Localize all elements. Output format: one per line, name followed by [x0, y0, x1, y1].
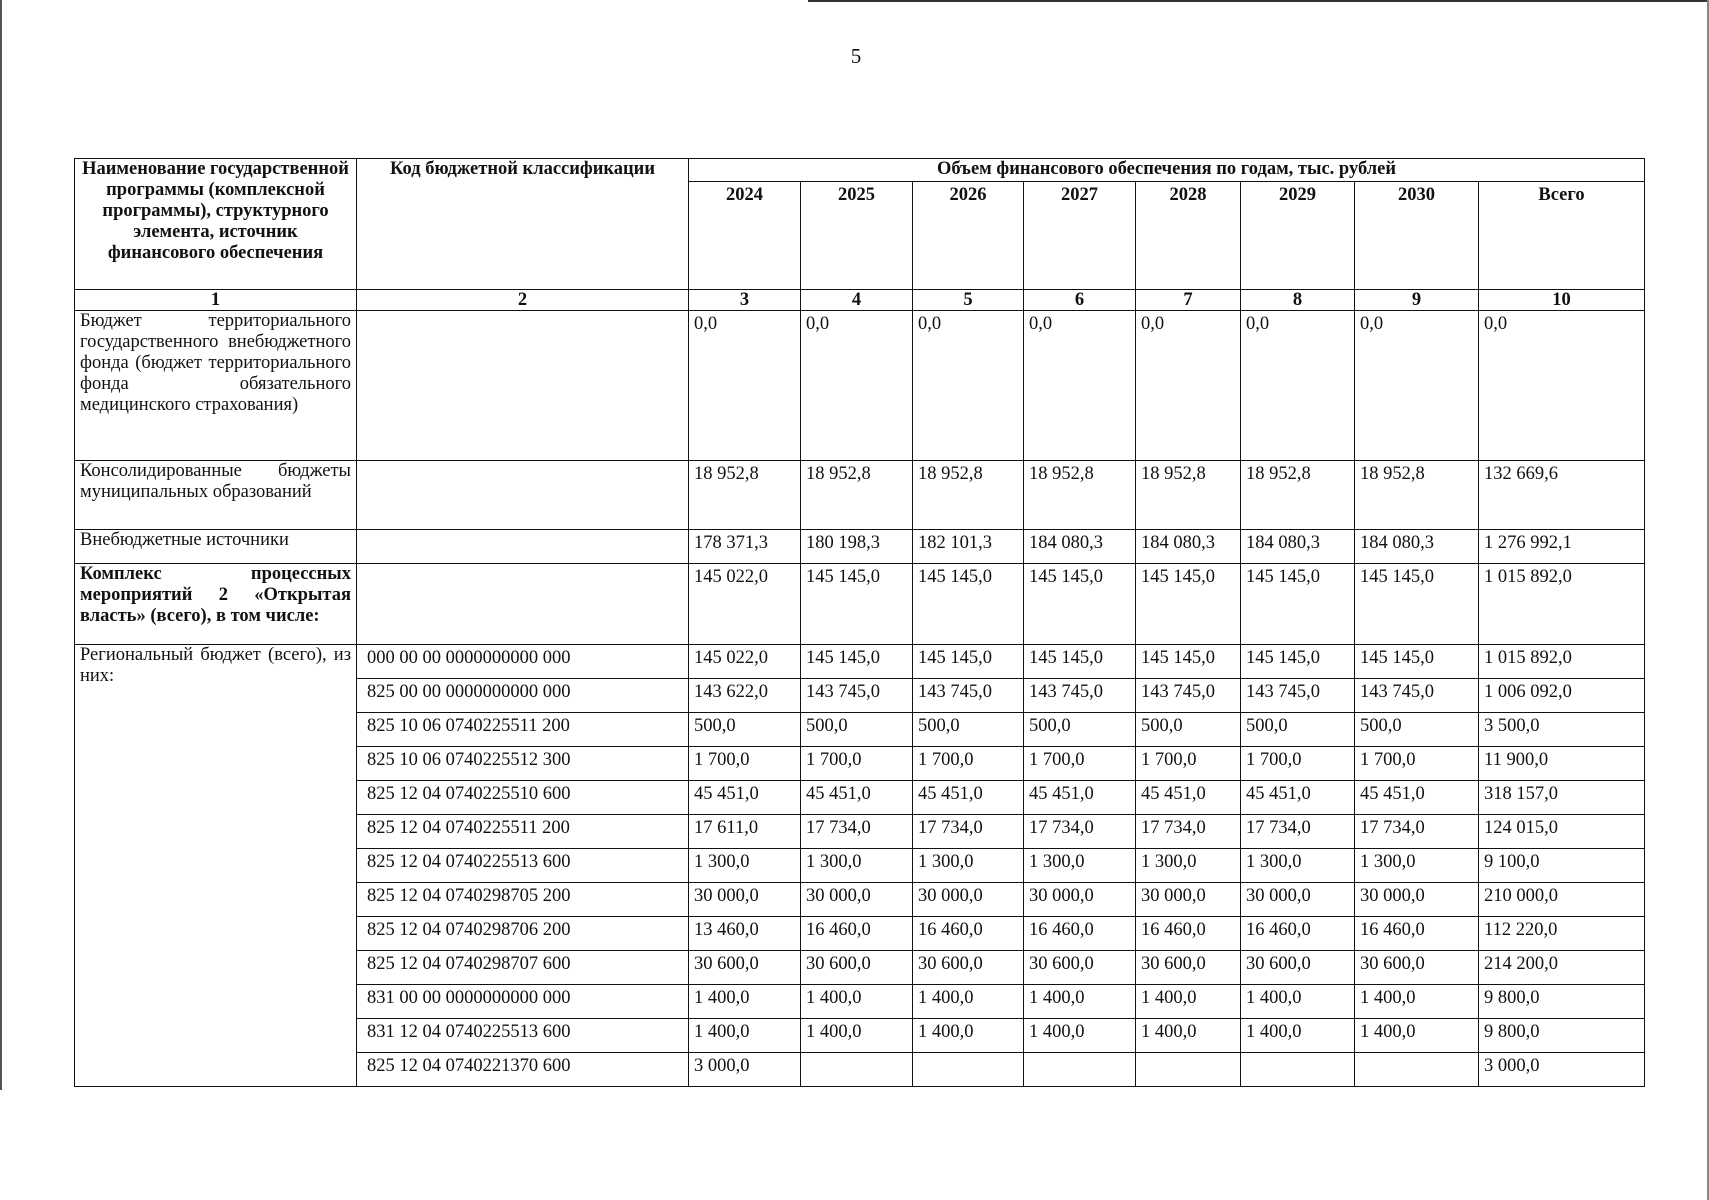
header-name-col: Наименование государственной программы (комплексной программы), структурного элемента, источник финансового обеспечения — [75, 159, 357, 290]
table-row — [75, 564, 1645, 645]
row-value: 18 952,8 — [1024, 461, 1136, 530]
row-code — [357, 530, 689, 564]
row-total: 210 000,0 — [1479, 883, 1645, 917]
row-value: 500,0 — [913, 713, 1024, 747]
row-code: 825 12 04 0740225511 200 — [357, 815, 689, 849]
row-total: 132 669,6 — [1479, 461, 1645, 530]
row-code: 825 12 04 0740225510 600 — [357, 781, 689, 815]
row-value — [1241, 1053, 1355, 1087]
row-value: 143 745,0 — [1024, 679, 1136, 713]
row-value: 30 600,0 — [1136, 951, 1241, 985]
row-value: 143 745,0 — [801, 679, 913, 713]
row-value: 18 952,8 — [1241, 461, 1355, 530]
row-value: 16 460,0 — [1024, 917, 1136, 951]
row-value: 16 460,0 — [1136, 917, 1241, 951]
row-value: 3 000,0 — [689, 1053, 801, 1087]
row-value — [1024, 1053, 1136, 1087]
row-name: Бюджет территориального государственного внебюджетного фонда (бюджет территориального фонда обязательного медицинского страхования) — [75, 311, 357, 461]
row-value: 184 080,3 — [1241, 530, 1355, 564]
row-value: 17 734,0 — [1355, 815, 1479, 849]
row-value: 500,0 — [1355, 713, 1479, 747]
row-value: 18 952,8 — [1355, 461, 1479, 530]
row-code — [357, 564, 689, 645]
row-value: 30 000,0 — [801, 883, 913, 917]
row-value: 143 745,0 — [1241, 679, 1355, 713]
header-year: 2025 — [801, 182, 913, 290]
row-value: 0,0 — [1136, 311, 1241, 461]
row-total: 3 500,0 — [1479, 713, 1645, 747]
row-value: 16 460,0 — [1355, 917, 1479, 951]
header-year: 2028 — [1136, 182, 1241, 290]
row-total: 112 220,0 — [1479, 917, 1645, 951]
financing-table — [74, 158, 1645, 1087]
column-number: 5 — [913, 290, 1024, 311]
row-code: 825 12 04 0740221370 600 — [357, 1053, 689, 1087]
row-value: 17 734,0 — [1241, 815, 1355, 849]
row-value: 1 400,0 — [913, 1019, 1024, 1053]
row-value: 1 700,0 — [1241, 747, 1355, 781]
row-value: 1 700,0 — [689, 747, 801, 781]
row-value: 1 400,0 — [801, 985, 913, 1019]
row-value: 17 734,0 — [1136, 815, 1241, 849]
column-number: 3 — [689, 290, 801, 311]
row-value: 16 460,0 — [913, 917, 1024, 951]
header-year: 2027 — [1024, 182, 1136, 290]
row-code: 825 10 06 0740225512 300 — [357, 747, 689, 781]
row-value: 145 145,0 — [1136, 645, 1241, 679]
row-value: 1 400,0 — [913, 985, 1024, 1019]
row-value: 0,0 — [913, 311, 1024, 461]
table-row — [75, 311, 1645, 461]
header-total: Всего — [1479, 182, 1645, 290]
row-code: 000 00 00 0000000000 000 — [357, 645, 689, 679]
row-value: 500,0 — [1024, 713, 1136, 747]
column-number: 6 — [1024, 290, 1136, 311]
row-total: 3 000,0 — [1479, 1053, 1645, 1087]
row-value: 30 600,0 — [1355, 951, 1479, 985]
row-value: 143 745,0 — [1355, 679, 1479, 713]
row-total: 0,0 — [1479, 311, 1645, 461]
row-name: Комплекс процессных мероприятий 2 «Открытая власть» (всего), в том числе: — [75, 564, 357, 645]
row-total: 9 800,0 — [1479, 1019, 1645, 1053]
row-value: 30 600,0 — [801, 951, 913, 985]
row-value: 17 734,0 — [801, 815, 913, 849]
row-total: 11 900,0 — [1479, 747, 1645, 781]
row-value: 16 460,0 — [801, 917, 913, 951]
row-value: 500,0 — [1241, 713, 1355, 747]
row-value: 1 400,0 — [1024, 985, 1136, 1019]
column-number-row — [75, 290, 1645, 311]
row-name: Внебюджетные источники — [75, 530, 357, 564]
row-value: 1 400,0 — [801, 1019, 913, 1053]
row-value: 1 700,0 — [1136, 747, 1241, 781]
row-value: 0,0 — [1355, 311, 1479, 461]
row-value: 0,0 — [689, 311, 801, 461]
table-row — [75, 530, 1645, 564]
row-value: 145 145,0 — [1241, 645, 1355, 679]
row-value: 30 000,0 — [913, 883, 1024, 917]
row-value: 1 300,0 — [1355, 849, 1479, 883]
row-code: 831 00 00 0000000000 000 — [357, 985, 689, 1019]
regional-budget-section — [75, 645, 1645, 1087]
row-value: 1 300,0 — [913, 849, 1024, 883]
table-row — [75, 645, 1645, 679]
row-value: 1 400,0 — [1241, 985, 1355, 1019]
row-total: 214 200,0 — [1479, 951, 1645, 985]
row-value: 13 460,0 — [689, 917, 801, 951]
row-value: 45 451,0 — [913, 781, 1024, 815]
row-value: 145 145,0 — [913, 564, 1024, 645]
row-value: 145 145,0 — [1241, 564, 1355, 645]
row-value — [1355, 1053, 1479, 1087]
column-number: 2 — [357, 290, 689, 311]
row-value: 145 145,0 — [801, 564, 913, 645]
row-value: 1 400,0 — [1355, 1019, 1479, 1053]
header-year: 2030 — [1355, 182, 1479, 290]
row-value: 30 600,0 — [913, 951, 1024, 985]
row-total: 1 015 892,0 — [1479, 645, 1645, 679]
row-total: 1 006 092,0 — [1479, 679, 1645, 713]
header-volume-group: Объем финансового обеспечения по годам, тыс. рублей — [689, 159, 1645, 182]
row-value: 17 734,0 — [1024, 815, 1136, 849]
header-year: 2024 — [689, 182, 801, 290]
row-code: 825 12 04 0740225513 600 — [357, 849, 689, 883]
row-total: 1 015 892,0 — [1479, 564, 1645, 645]
row-total: 9 100,0 — [1479, 849, 1645, 883]
row-value: 1 300,0 — [1136, 849, 1241, 883]
scan-edge-top — [808, 0, 1709, 2]
row-value: 0,0 — [801, 311, 913, 461]
row-value: 184 080,3 — [1024, 530, 1136, 564]
header-code-col: Код бюджетной классификации — [357, 159, 689, 290]
row-value: 1 400,0 — [689, 1019, 801, 1053]
row-value: 145 145,0 — [801, 645, 913, 679]
row-value: 1 300,0 — [1241, 849, 1355, 883]
row-value: 1 300,0 — [801, 849, 913, 883]
row-value: 1 400,0 — [1136, 985, 1241, 1019]
row-value: 1 400,0 — [1024, 1019, 1136, 1053]
row-value: 45 451,0 — [689, 781, 801, 815]
header-year: 2029 — [1241, 182, 1355, 290]
row-value: 18 952,8 — [913, 461, 1024, 530]
row-value — [801, 1053, 913, 1087]
row-value: 1 400,0 — [1241, 1019, 1355, 1053]
row-value: 184 080,3 — [1136, 530, 1241, 564]
row-value: 145 145,0 — [1024, 645, 1136, 679]
row-value: 16 460,0 — [1241, 917, 1355, 951]
row-value: 1 300,0 — [1024, 849, 1136, 883]
row-value: 30 000,0 — [1241, 883, 1355, 917]
row-code — [357, 311, 689, 461]
row-value: 145 145,0 — [1355, 645, 1479, 679]
row-value: 30 000,0 — [1024, 883, 1136, 917]
row-name: Консолидированные бюджеты муниципальных образований — [75, 461, 357, 530]
row-code: 825 10 06 0740225511 200 — [357, 713, 689, 747]
row-value: 45 451,0 — [1241, 781, 1355, 815]
row-value: 0,0 — [1024, 311, 1136, 461]
row-value: 145 022,0 — [689, 645, 801, 679]
row-value: 178 371,3 — [689, 530, 801, 564]
row-value — [913, 1053, 1024, 1087]
row-total: 9 800,0 — [1479, 985, 1645, 1019]
row-code — [357, 461, 689, 530]
header-row — [75, 159, 1645, 182]
scan-edge-left — [0, 0, 2, 1090]
table-row — [75, 461, 1645, 530]
header-year: 2026 — [913, 182, 1024, 290]
row-value: 180 198,3 — [801, 530, 913, 564]
row-value: 1 700,0 — [1355, 747, 1479, 781]
row-value: 1 700,0 — [801, 747, 913, 781]
row-value: 145 145,0 — [1355, 564, 1479, 645]
row-value: 145 145,0 — [1136, 564, 1241, 645]
column-number: 4 — [801, 290, 913, 311]
row-total: 124 015,0 — [1479, 815, 1645, 849]
row-value: 500,0 — [801, 713, 913, 747]
row-value: 30 600,0 — [1024, 951, 1136, 985]
row-value: 1 700,0 — [913, 747, 1024, 781]
row-value: 30 600,0 — [689, 951, 801, 985]
row-value: 45 451,0 — [1136, 781, 1241, 815]
row-value: 1 700,0 — [1024, 747, 1136, 781]
row-value: 18 952,8 — [801, 461, 913, 530]
row-value: 143 745,0 — [913, 679, 1024, 713]
row-value: 500,0 — [689, 713, 801, 747]
row-value: 45 451,0 — [801, 781, 913, 815]
row-value: 30 600,0 — [1241, 951, 1355, 985]
row-value: 184 080,3 — [1355, 530, 1479, 564]
row-name: Региональный бюджет (всего), из них: — [75, 645, 357, 1087]
row-value: 0,0 — [1241, 311, 1355, 461]
column-number: 9 — [1355, 290, 1479, 311]
row-code: 825 12 04 0740298707 600 — [357, 951, 689, 985]
row-value: 45 451,0 — [1355, 781, 1479, 815]
row-value: 18 952,8 — [689, 461, 801, 530]
row-value — [1136, 1053, 1241, 1087]
row-value: 500,0 — [1136, 713, 1241, 747]
row-code: 831 12 04 0740225513 600 — [357, 1019, 689, 1053]
row-value: 45 451,0 — [1024, 781, 1136, 815]
row-total: 1 276 992,1 — [1479, 530, 1645, 564]
column-number: 8 — [1241, 290, 1355, 311]
column-number: 10 — [1479, 290, 1645, 311]
row-code: 825 12 04 0740298705 200 — [357, 883, 689, 917]
row-value: 30 000,0 — [1355, 883, 1479, 917]
row-value: 145 145,0 — [913, 645, 1024, 679]
row-value: 1 400,0 — [1355, 985, 1479, 1019]
row-value: 17 611,0 — [689, 815, 801, 849]
row-value: 17 734,0 — [913, 815, 1024, 849]
row-value: 182 101,3 — [913, 530, 1024, 564]
column-number: 7 — [1136, 290, 1241, 311]
row-value: 1 400,0 — [1136, 1019, 1241, 1053]
row-total: 318 157,0 — [1479, 781, 1645, 815]
row-value: 143 622,0 — [689, 679, 801, 713]
row-value: 145 145,0 — [1024, 564, 1136, 645]
row-value: 143 745,0 — [1136, 679, 1241, 713]
row-value: 1 300,0 — [689, 849, 801, 883]
row-value: 30 000,0 — [689, 883, 801, 917]
row-value: 18 952,8 — [1136, 461, 1241, 530]
row-code: 825 00 00 0000000000 000 — [357, 679, 689, 713]
row-code: 825 12 04 0740298706 200 — [357, 917, 689, 951]
row-value: 1 400,0 — [689, 985, 801, 1019]
column-number: 1 — [75, 290, 357, 311]
row-value: 30 000,0 — [1136, 883, 1241, 917]
page-number: 5 — [850, 44, 862, 68]
row-value: 145 022,0 — [689, 564, 801, 645]
